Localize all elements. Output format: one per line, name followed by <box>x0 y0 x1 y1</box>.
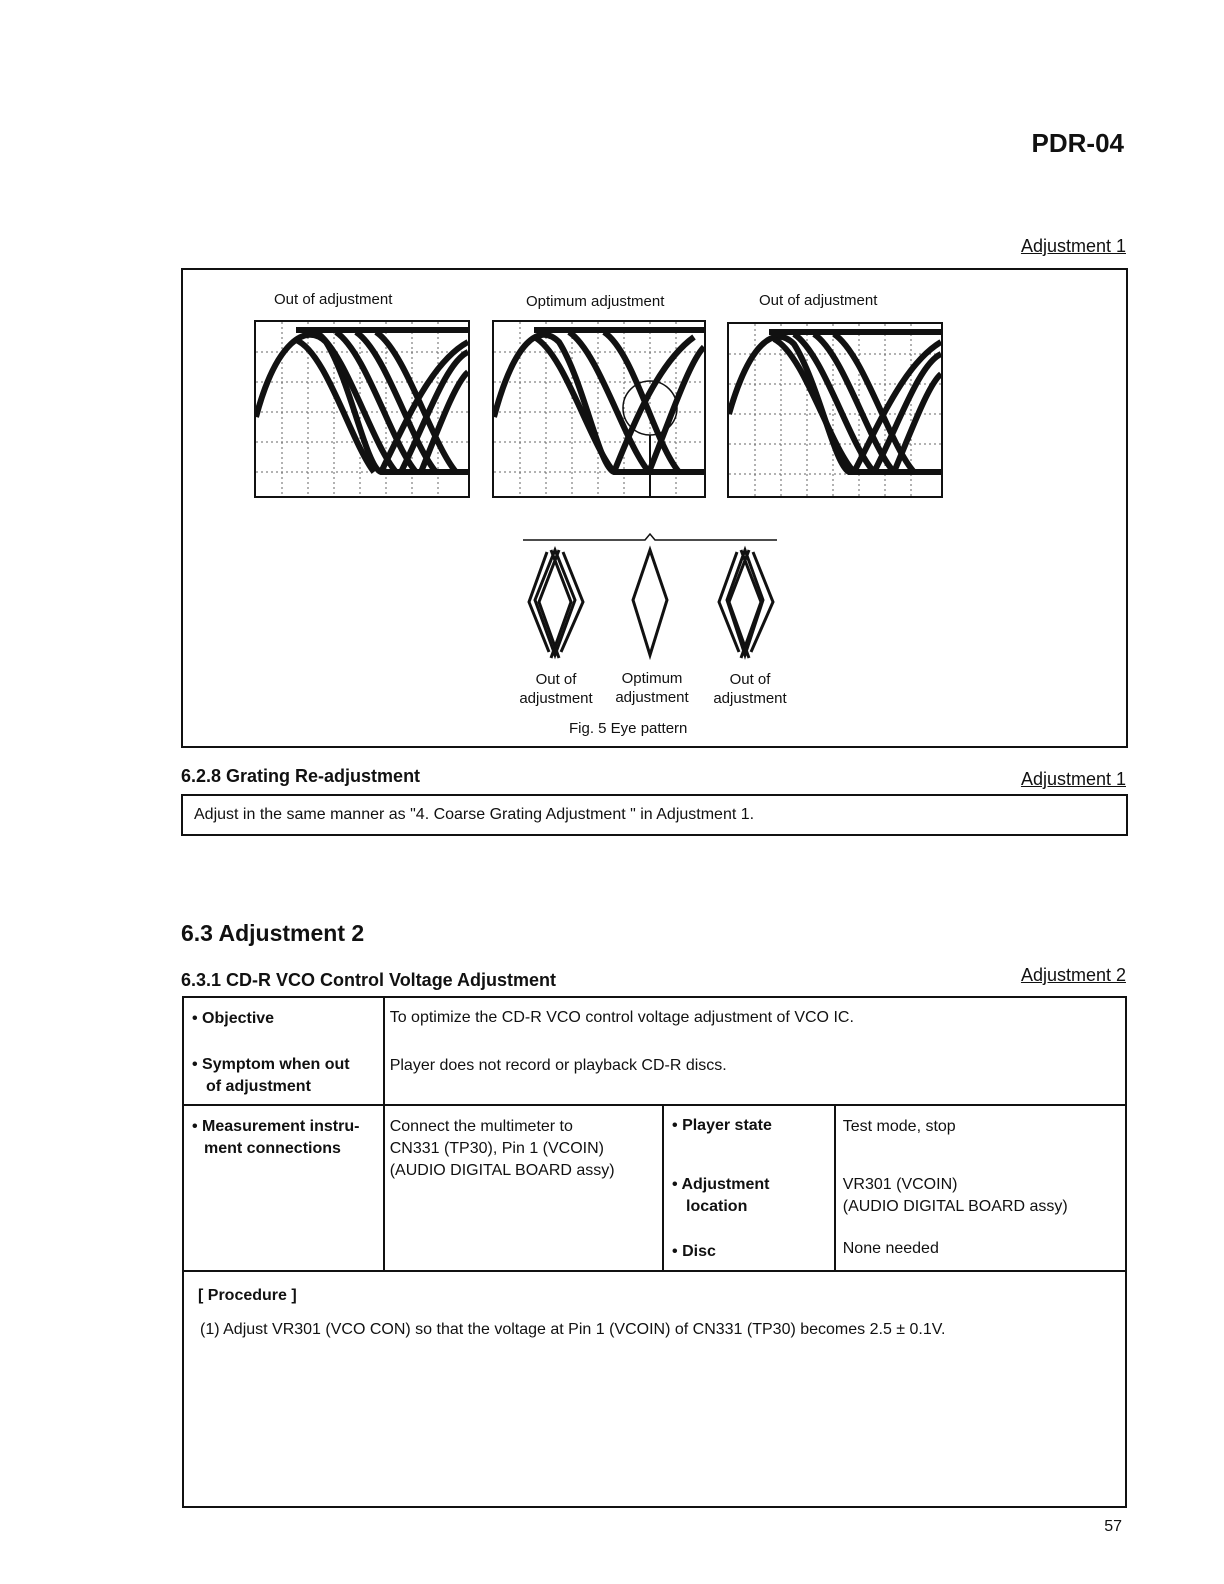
scope-label-center: Optimum adjustment <box>526 293 665 310</box>
measurement-line-1: Connect the multimeter to <box>389 1118 573 1135</box>
adjustment-location-value-2: (AUDIO DIGITAL BOARD assy) <box>842 1198 1068 1215</box>
model-number: PDR-04 <box>1031 128 1124 158</box>
scope-screen-right <box>727 322 943 498</box>
scope-screen-center <box>492 320 706 498</box>
grating-section-label: Adjustment 1 <box>1020 769 1126 789</box>
disc-value: None needed <box>842 1240 939 1257</box>
measurement-line-2: CN331 (TP30), Pin 1 (VCOIN) <box>389 1140 604 1157</box>
vco-section-label: Adjustment 2 <box>1020 965 1126 985</box>
measurement-label-1: • Measurement instru- <box>192 1118 360 1135</box>
measurement-value-cell <box>384 1105 663 1271</box>
figure-caption: Fig. 5 Eye pattern <box>569 720 688 737</box>
eye-label-center: Optimum adjustment <box>615 670 689 706</box>
measurement-line-3: (AUDIO DIGITAL BOARD assy) <box>389 1162 615 1179</box>
adjustment-location-value-1: VR301 (VCOIN) <box>842 1176 958 1193</box>
objective-symptom-value-cell <box>384 997 1126 1105</box>
figure-section-label: Adjustment 1 <box>1020 236 1126 256</box>
scope-label-right: Out of adjustment <box>759 292 878 309</box>
grating-heading: 6.2.8 Grating Re-adjustment <box>181 766 421 786</box>
vco-heading: 6.3.1 CD-R VCO Control Voltage Adjustment <box>181 970 557 990</box>
objective-text: To optimize the CD-R VCO control voltage adjustment of VCO IC. <box>389 1009 854 1026</box>
procedure-heading: [ Procedure ] <box>198 1287 297 1304</box>
symptom-label-1: • Symptom when out <box>192 1056 350 1073</box>
grating-instruction-text: Adjust in the same manner as "4. Coarse Grating Adjustment " in Adjustment 1. <box>194 806 755 823</box>
measurement-label-cell <box>183 1105 384 1271</box>
conditions-value-cell <box>835 1105 1126 1271</box>
eye-detail-diagrams <box>513 530 793 670</box>
page-number: 57 <box>1104 1518 1122 1535</box>
measurement-label-2: ment connections <box>204 1140 341 1157</box>
player-state-value: Test mode, stop <box>842 1118 956 1135</box>
vco-adjustment-table <box>182 996 1127 1508</box>
grating-instruction-box <box>181 794 1128 836</box>
eye-pattern-figure <box>181 268 1128 748</box>
adjustment-location-label-1: • Adjustment <box>672 1176 770 1193</box>
eye-label-right: Out of adjustment <box>713 671 787 707</box>
conditions-label-cell <box>663 1105 835 1271</box>
disc-label: • Disc <box>672 1243 716 1260</box>
procedure-step-1: (1) Adjust VR301 (VCO CON) so that the voltage at Pin 1 (VCOIN) of CN331 (TP30) becomes 2.5 ± 0.1V. <box>200 1321 946 1338</box>
symptom-text: Player does not record or playback CD-R discs. <box>389 1057 727 1074</box>
scope-screen-left <box>254 320 470 498</box>
objective-symptom-label-cell <box>183 997 384 1105</box>
objective-label: • Objective <box>192 1010 275 1027</box>
symptom-label-2: of adjustment <box>206 1078 311 1095</box>
eye-label-left: Out of adjustment <box>519 671 593 707</box>
section-heading: 6.3 Adjustment 2 <box>181 920 365 946</box>
adjustment-location-label-2: location <box>686 1198 748 1215</box>
scope-label-left: Out of adjustment <box>274 291 393 308</box>
player-state-label: • Player state <box>672 1117 772 1134</box>
procedure-cell <box>183 1271 1126 1507</box>
